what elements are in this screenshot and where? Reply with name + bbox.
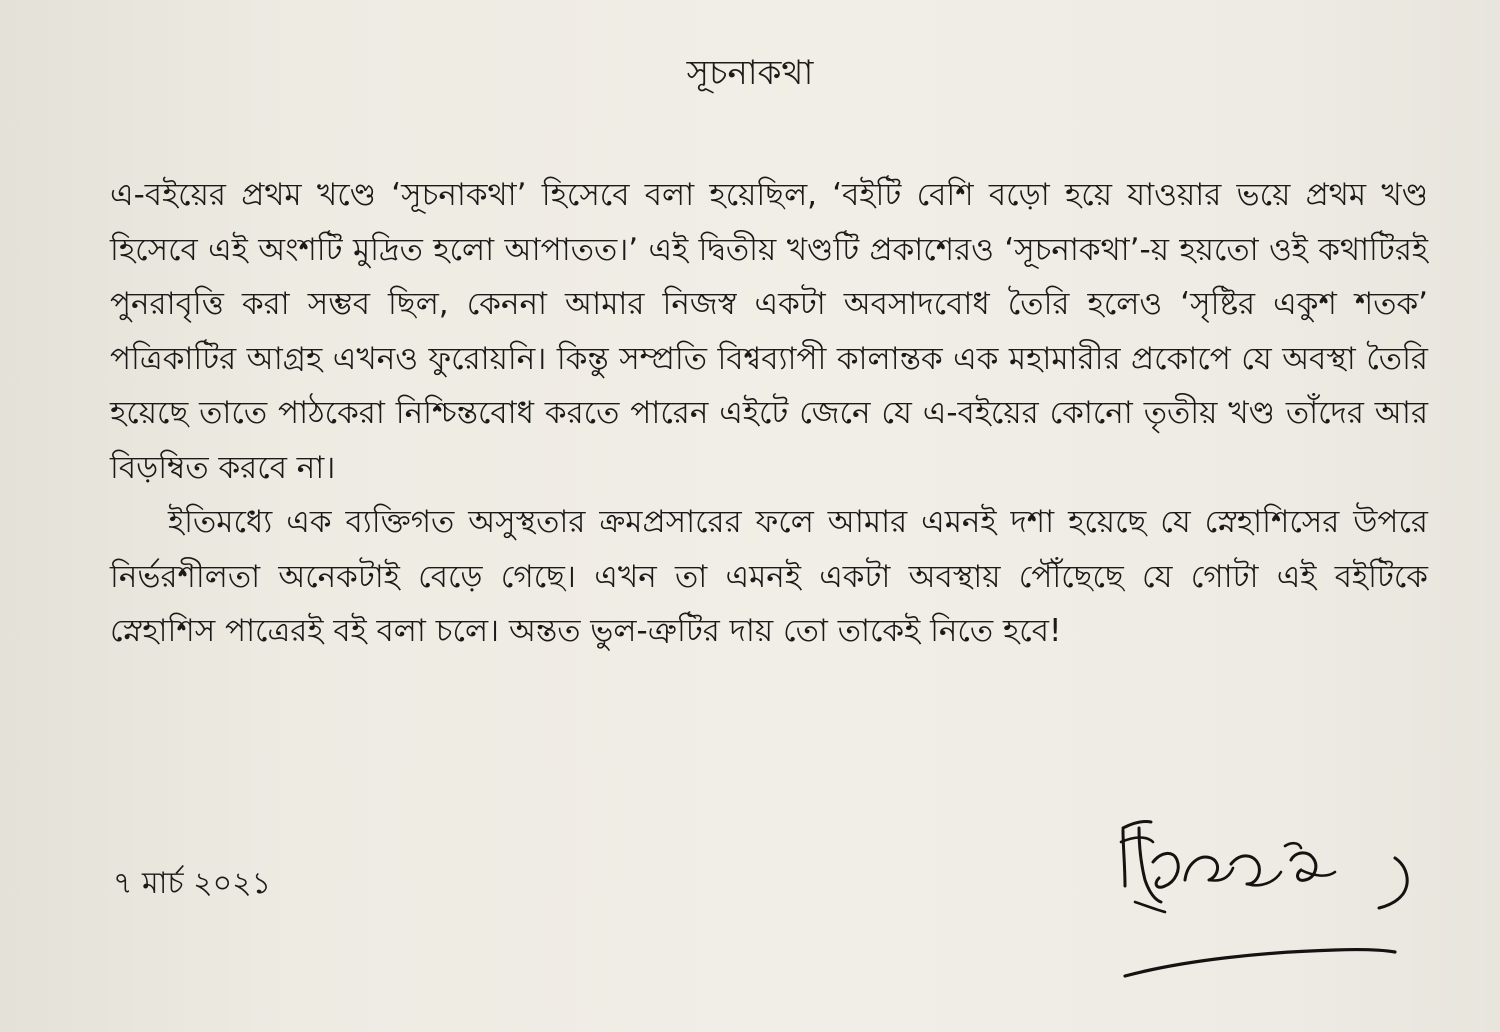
- page-title: সূচনাকথা: [686, 53, 814, 93]
- paragraph-2: ইতিমধ্যে এক ব্যক্তিগত অসুস্থতার ক্রমপ্রসারের ফলে আমার এমনই দশা হয়েছে যে স্নেহাশিসের উপরে নির্ভরশীলতা অনেকটাই বেড়ে গেছে। এখন তা এমনই একটা অবস্থায় পৌঁছেছে যে গোটা এই বইটিকে স্নেহাশিস পাত্রেরই বই বলা চলে। অন্তত ভুল-ত্রুটির দায় তো তাকেই নিতে হবে!: [110, 504, 1428, 649]
- date-line: ৭ মার্চ ২০২১: [113, 866, 272, 901]
- body-text: [110, 168, 1428, 659]
- paragraph-1: এ-বইয়ের প্রথম খণ্ডে ‘সূচনাকথা’ হিসেবে বলা হয়েছিল, ‘বইটি বেশি বড়ো হয়ে যাওয়ার ভয়ে প্রথম খণ্ড হিসেবে এই অংশটি মুদ্রিত হলো আপাতত।’ এই দ্বিতীয় খণ্ডটি প্রকাশেরও ‘সূচনাকথা’-য় হয়তো ওই কথাটিরই পুনরাবৃত্তি করা সম্ভব ছিল, কেননা আমার নিজস্ব একটা অবসাদবোধ তৈরি হলেও ‘সৃষ্টির একুশ শতক’ পত্রিকাটির আগ্রহ এখনও ফুরোয়নি। কিন্তু সম্প্রতি বিশ্বব্যাপী কালান্তক এক মহামারীর প্রকোপে যে অবস্থা তৈরি হয়েছে তাতে পাঠকেরা নিশ্চিন্তবোধ করতে পারেন এইটে জেনে যে এ-বইয়ের কোনো তৃতীয় খণ্ড তাঁদের আর বিড়ম্বিত করবে না।: [110, 177, 1428, 486]
- signature-image: [1095, 806, 1455, 1006]
